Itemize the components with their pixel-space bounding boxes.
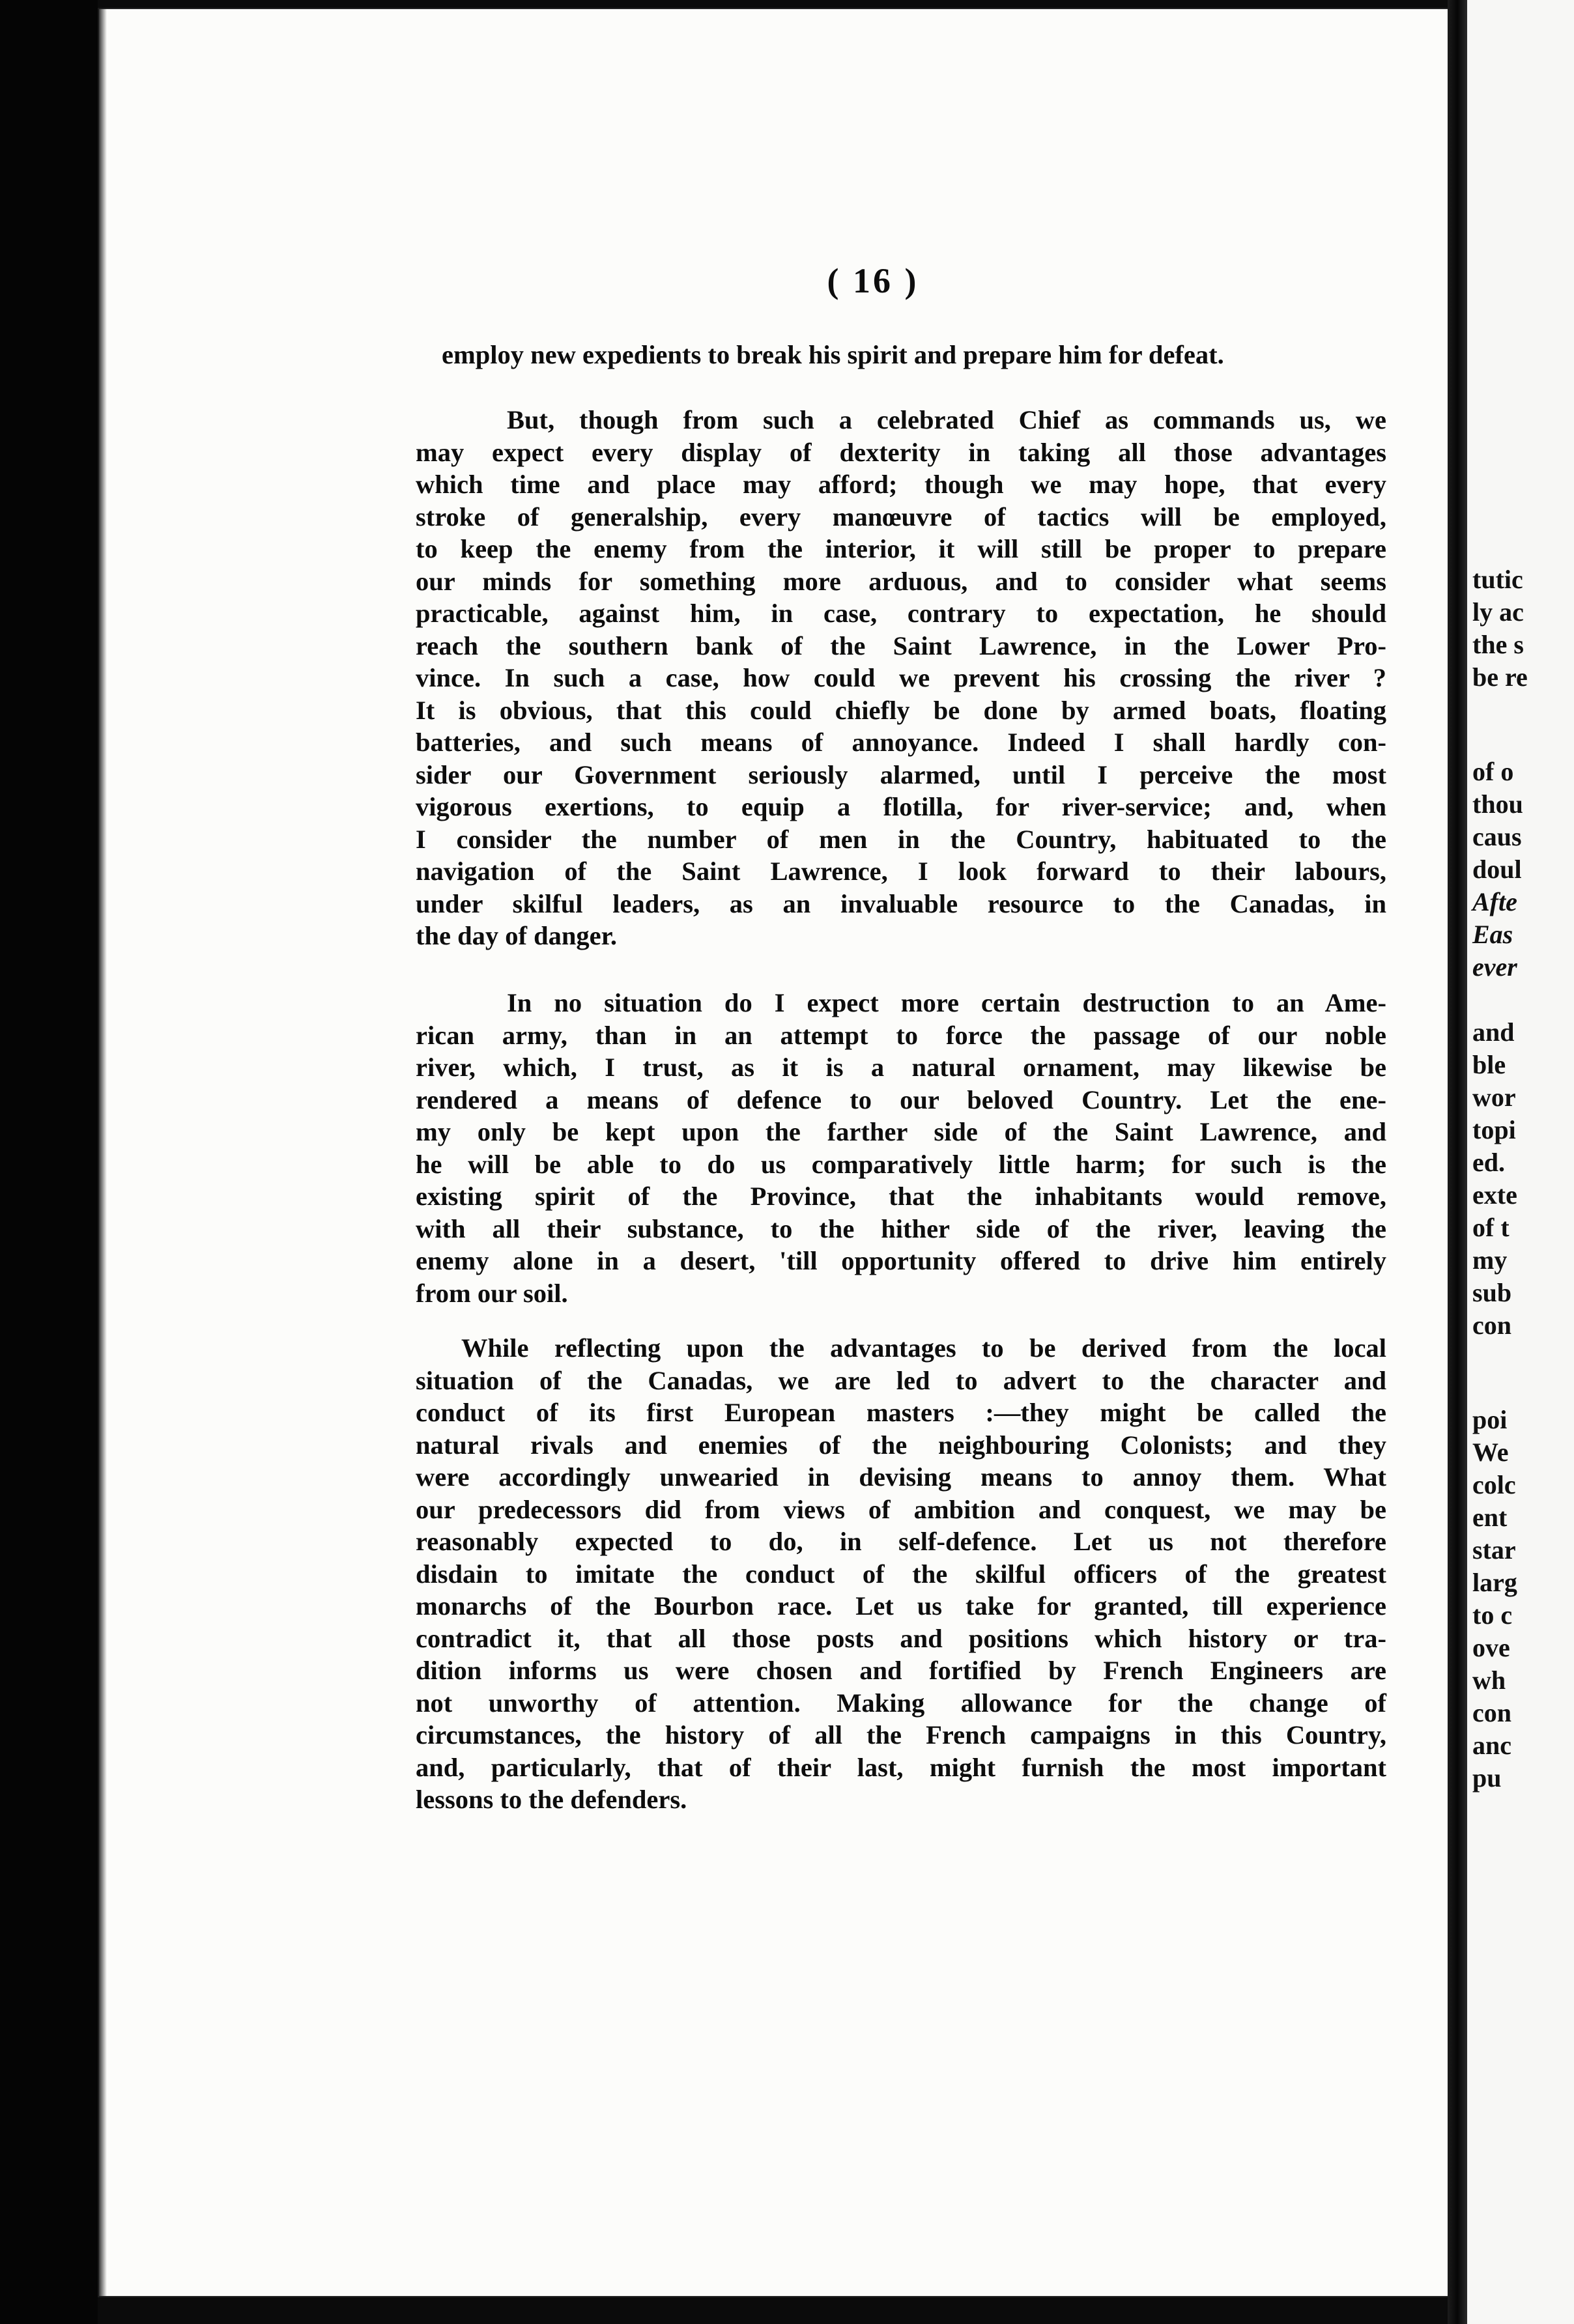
text-line: may expect every display of dexterity in taking all those advantages bbox=[416, 437, 1386, 467]
text-line: which time and place may afford; though we may hope, that every bbox=[416, 470, 1386, 499]
text-line: navigation of the Saint Lawrence, I look forward to their labours, bbox=[416, 857, 1386, 886]
facing-page-fragment: my bbox=[1472, 1245, 1508, 1275]
text-line: reasonably expected to do, in self-defence. Let us not therefore bbox=[416, 1527, 1386, 1556]
page-gutter bbox=[1448, 0, 1467, 2324]
text-line: While reflecting upon the advantages to be derived from the local bbox=[461, 1333, 1386, 1363]
text-line: my only be kept upon the farther side of the Saint Lawrence, and bbox=[416, 1117, 1386, 1146]
text-line: vince. In such a case, how could we prevent his crossing the river ? bbox=[416, 663, 1386, 692]
facing-page-fragment: Eas bbox=[1472, 920, 1513, 949]
facing-page-fragment: anc bbox=[1472, 1731, 1511, 1760]
facing-page-fragment: pu bbox=[1472, 1763, 1502, 1793]
text-line: with all their substance, to the hither side of the river, leaving the bbox=[416, 1213, 1386, 1243]
facing-page bbox=[1467, 0, 1574, 2324]
text-line: It is obvious, that this could chiefly be done by armed boats, floating bbox=[416, 695, 1386, 725]
text-line: under skilful leaders, as an invaluable resource to the Canadas, in bbox=[416, 888, 1386, 918]
text-line: to keep the enemy from the interior, it will still be proper to prepare bbox=[416, 534, 1386, 563]
text-line: enemy alone in a desert, 'till opportunity offered to drive him entirely bbox=[416, 1246, 1386, 1275]
left-binding-shadow bbox=[0, 0, 98, 2324]
facing-page-fragment: ove bbox=[1472, 1633, 1510, 1662]
text-line: our minds for something more arduous, and to consider what seems bbox=[416, 566, 1386, 596]
text-line: rican army, than in an attempt to force the passage of our noble bbox=[416, 1020, 1386, 1050]
text-line: dition informs us were chosen and fortified by French Engineers are bbox=[416, 1656, 1386, 1685]
facing-page-fragment: thou bbox=[1472, 789, 1523, 819]
paragraph bbox=[416, 404, 1386, 952]
text-line: employ new expedients to break his spirit and prepare him for defeat. bbox=[442, 340, 1224, 369]
text-line: he will be able to do us comparatively little harm; for such is the bbox=[416, 1149, 1386, 1179]
facing-page-fragment: caus bbox=[1472, 822, 1522, 851]
text-line: batteries, and such means of annoyance. Indeed I shall hardly con- bbox=[416, 728, 1386, 757]
facing-page-fragment: ble bbox=[1472, 1050, 1506, 1079]
text-line: vigorous exertions, to equip a flotilla, for river-service; and, when bbox=[416, 792, 1386, 821]
text-line: practicable, against him, in case, contrary to expectation, he should bbox=[416, 599, 1386, 628]
facing-page-fragment: ever bbox=[1472, 952, 1517, 982]
text-line: not unworthy of attention. Making allowance for the change of bbox=[416, 1688, 1386, 1718]
text-line: sider our Government seriously alarmed, until I perceive the most bbox=[416, 759, 1386, 789]
paragraph bbox=[416, 339, 1386, 371]
facing-page-fragment: con bbox=[1472, 1698, 1511, 1727]
page-edge-shadow bbox=[98, 8, 107, 2297]
text-line: stroke of generalship, every manœuvre of tactics will be employed, bbox=[416, 502, 1386, 531]
facing-page-fragment: tutic bbox=[1472, 565, 1523, 594]
facing-page-fragment: of o bbox=[1472, 757, 1514, 786]
text-line: and, particularly, that of their last, might furnish the most important bbox=[416, 1752, 1386, 1782]
facing-page-fragment: ent bbox=[1472, 1503, 1508, 1532]
facing-page-fragment: star bbox=[1472, 1535, 1516, 1565]
text-line: rendered a means of defence to our beloved Country. Let the ene- bbox=[416, 1084, 1386, 1114]
facing-page-fragment: ly ac bbox=[1472, 597, 1524, 627]
text-line: from our soil. bbox=[416, 1278, 568, 1308]
facing-page-fragment: wor bbox=[1472, 1083, 1516, 1112]
facing-page-fragment: topi bbox=[1472, 1115, 1516, 1144]
text-line: conduct of its first European masters :—they might be called the bbox=[416, 1398, 1386, 1427]
facing-page-fragment: doul bbox=[1472, 855, 1522, 884]
text-line: were accordingly unwearied in devising means to annoy them. What bbox=[416, 1462, 1386, 1492]
text-line: In no situation do I expect more certain destruction to an Ame- bbox=[507, 988, 1386, 1017]
facing-page-fragment: the s bbox=[1472, 630, 1524, 659]
facing-page-fragment: poi bbox=[1472, 1405, 1508, 1434]
page-number: ( 16 ) bbox=[827, 261, 919, 300]
facing-page-fragment: larg bbox=[1472, 1568, 1517, 1597]
facing-page-fragment: con bbox=[1472, 1311, 1511, 1340]
facing-page-fragment: and bbox=[1472, 1017, 1515, 1047]
text-line: lessons to the defenders. bbox=[416, 1785, 687, 1814]
facing-page-fragment: exte bbox=[1472, 1180, 1517, 1210]
facing-page-fragment: be re bbox=[1472, 662, 1528, 692]
text-line: monarchs of the Bourbon race. Let us take for granted, till experience bbox=[416, 1591, 1386, 1621]
facing-page-fragment: sub bbox=[1472, 1278, 1512, 1307]
facing-page-fragment: Afte bbox=[1472, 887, 1517, 916]
text-line: But, though from such a celebrated Chief as commands us, we bbox=[507, 405, 1386, 434]
text-line: river, which, I trust, as it is a natural ornament, may likewise be bbox=[416, 1053, 1386, 1082]
facing-page-fragment: We bbox=[1472, 1438, 1509, 1467]
text-line: our predecessors did from views of ambition and conquest, we may be bbox=[416, 1494, 1386, 1524]
facing-page-fragment: of t bbox=[1472, 1213, 1510, 1242]
facing-page-fragment: wh bbox=[1472, 1665, 1506, 1695]
paragraph bbox=[416, 987, 1386, 1309]
text-line: existing spirit of the Province, that the inhabitants would remove, bbox=[416, 1182, 1386, 1211]
text-line: the day of danger. bbox=[416, 921, 618, 950]
facing-page-fragment: to c bbox=[1472, 1600, 1513, 1630]
text-line: situation of the Canadas, we are led to advert to the character and bbox=[416, 1365, 1386, 1395]
text-line: contradict it, that all those posts and positions which history or tra- bbox=[416, 1623, 1386, 1653]
text-line: disdain to imitate the conduct of the skilful officers of the greatest bbox=[416, 1559, 1386, 1589]
facing-page-fragment: ed. bbox=[1472, 1148, 1505, 1177]
text-line: natural rivals and enemies of the neighbouring Colonists; and they bbox=[416, 1430, 1386, 1460]
text-line: I consider the number of men in the Country, habituated to the bbox=[416, 824, 1386, 854]
paragraph bbox=[416, 1332, 1386, 1816]
facing-page-fragment: colc bbox=[1472, 1470, 1516, 1499]
text-line: circumstances, the history of all the French campaigns in this Country, bbox=[416, 1720, 1386, 1750]
text-line: reach the southern bank of the Saint Lawrence, in the Lower Pro- bbox=[416, 631, 1386, 660]
